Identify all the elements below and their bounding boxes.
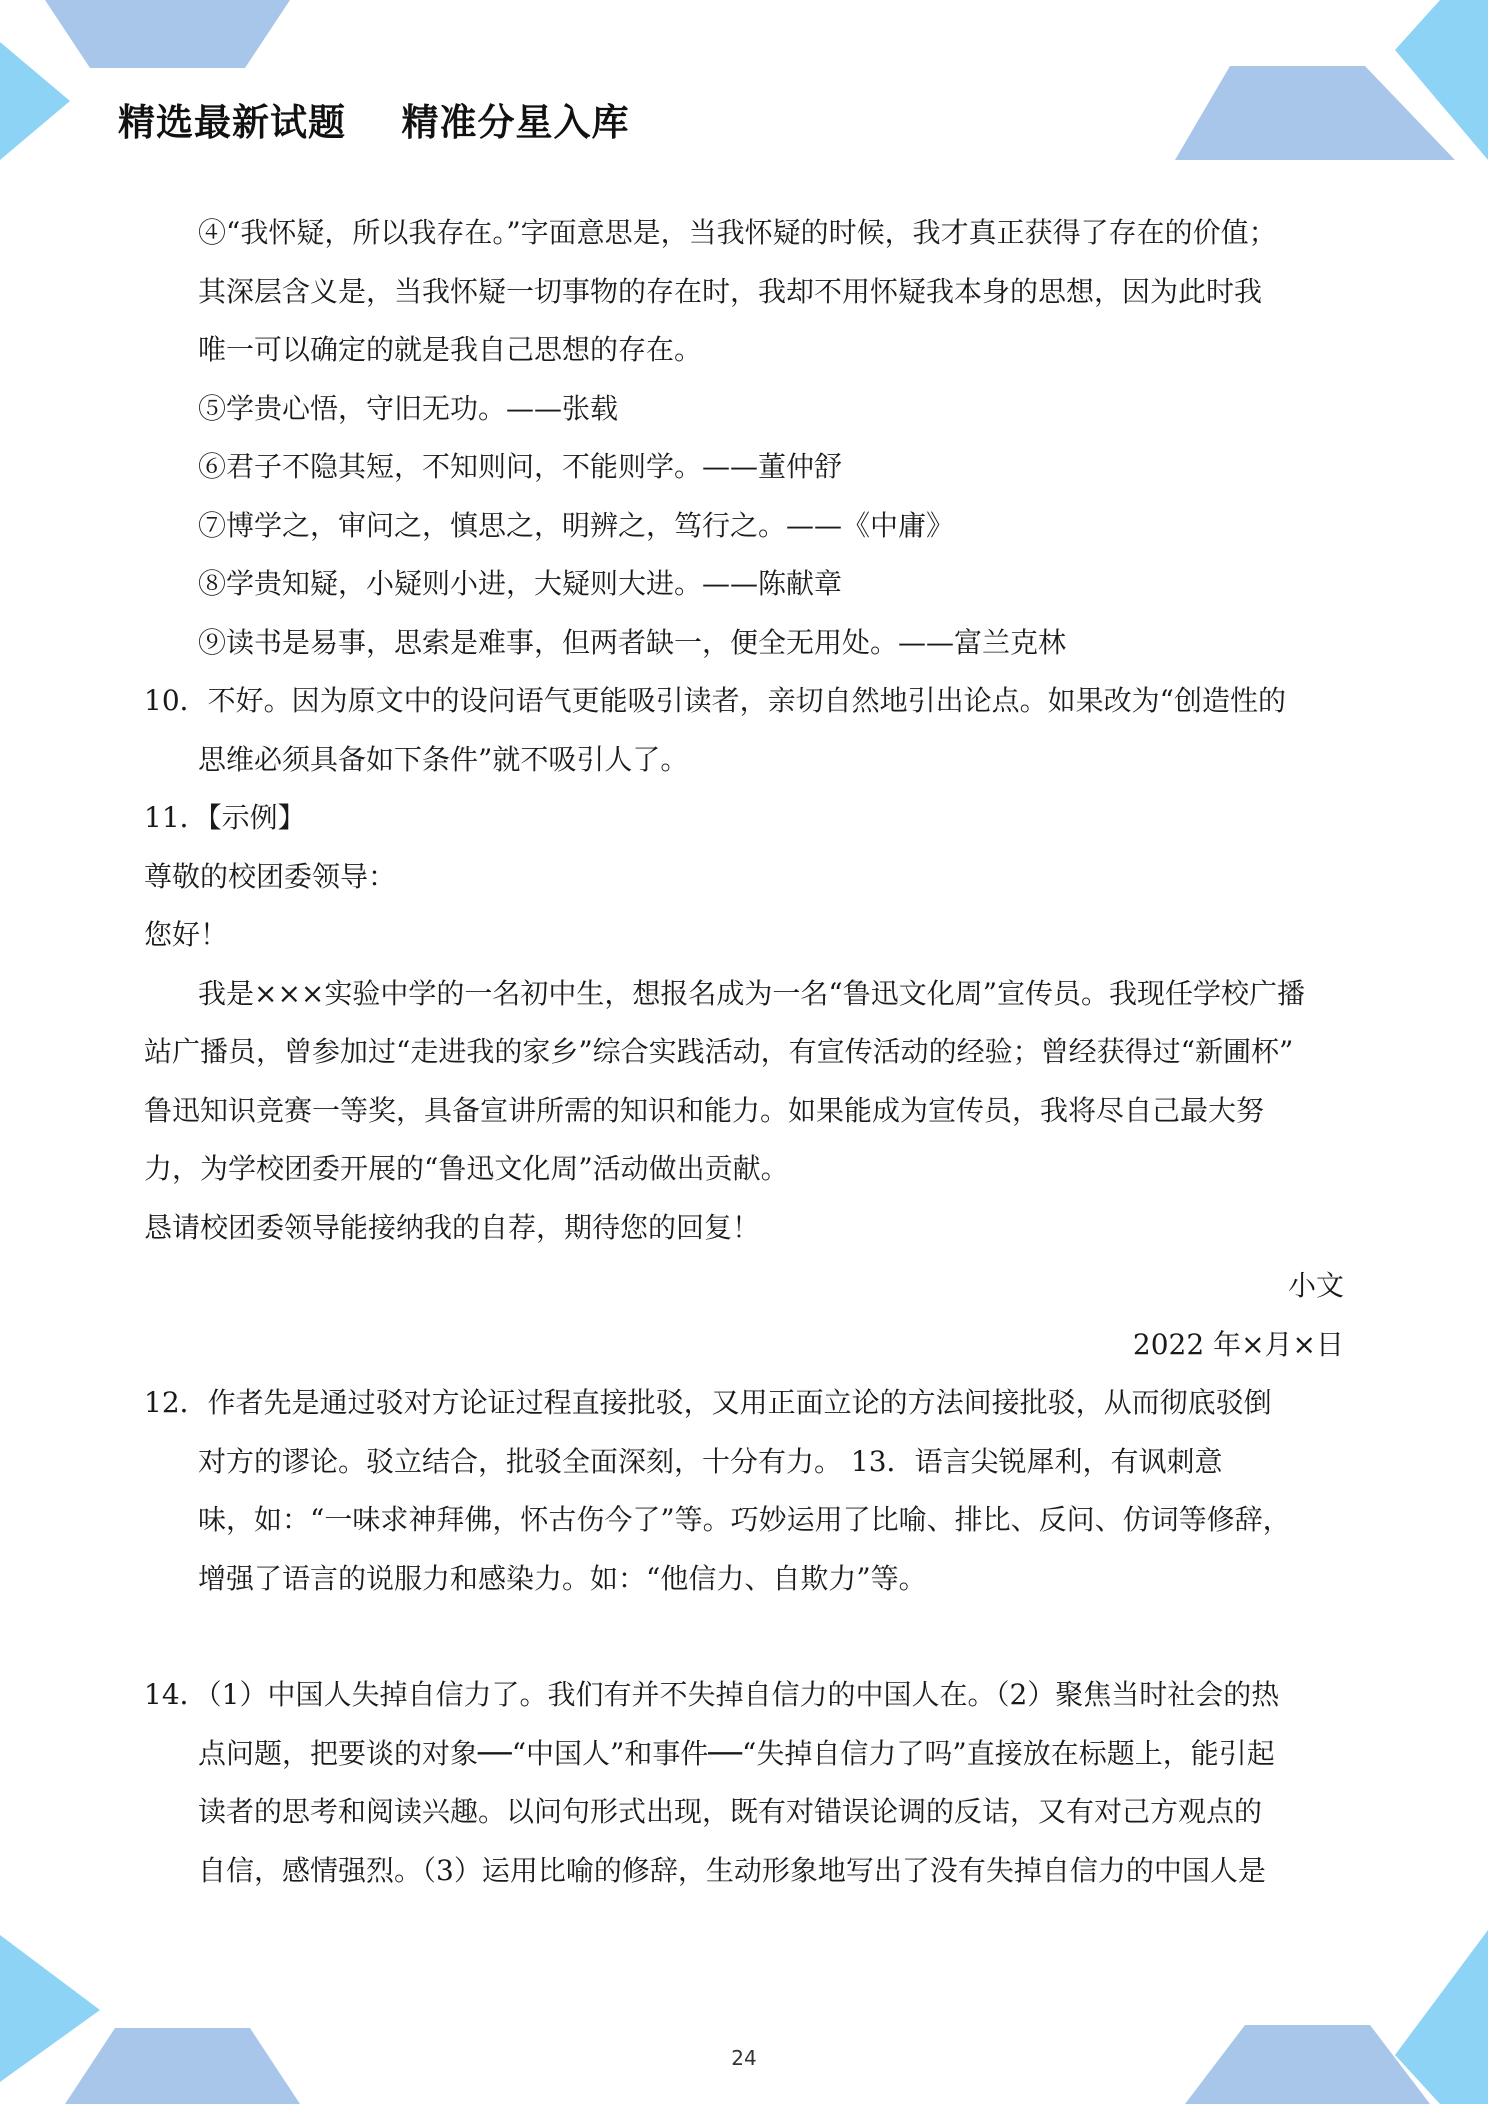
document-body [144, 204, 1344, 1900]
text-line: 其深层含义是，当我怀疑一切事物的存在时，我却不用怀疑我本身的思想，因为此时我 [198, 274, 1263, 308]
page-number: 24 [731, 2046, 757, 2070]
text-line: ⑧学贵知疑，小疑则小进，大疑则大进。——陈献章 [198, 567, 843, 600]
text-line: 对方的谬论。驳立结合，批驳全面深刻，十分有力。 13．语言尖锐犀利，有讽刺意 [198, 1444, 1223, 1478]
letter-closing: 恳请校团委领导能接纳我的自荐，期待您的回复！ [144, 1210, 761, 1244]
answer-12-line: 12．作者先是通过驳对方论证过程直接批驳，又用正面立论的方法间接批驳，从而彻底驳倒 [144, 1386, 1272, 1419]
letter-body-line: 我是×××实验中学的一名初中生，想报名成为一名“鲁迅文化周”宣传员。我现任学校广播 [198, 976, 1306, 1010]
text-line: 增强了语言的说服力和感染力。如：“他信力、自欺力”等。 [198, 1561, 927, 1595]
text-line: ④“我怀疑，所以我存在。”字面意思是，当我怀疑的时候，我才真正获得了存在的价值； [198, 216, 1277, 249]
text-line: 点问题，把要谈的对象──“中国人”和事件──“失掉自信力了吗”直接放在标题上，能引起 [198, 1736, 1275, 1770]
top-left-trapezoid [45, 0, 290, 68]
letter-body-line: 鲁迅知识竞赛一等奖，具备宣讲所需的知识和能力。如果能成为宣传员，我将尽自己最大努 [144, 1093, 1265, 1127]
text-line: ⑨读书是易事，思索是难事，但两者缺一，便全无用处。——富兰克林 [198, 625, 1067, 659]
letter-salutation: 尊敬的校团委领导： [144, 859, 397, 893]
text-line: 读者的思考和阅读兴趣。以问句形式出现，既有对错误论调的反诘，又有对己方观点的 [198, 1795, 1263, 1828]
text-line: ⑥君子不隐其短，不知则问，不能则学。——董仲舒 [198, 450, 843, 483]
spacer [144, 1608, 1344, 1666]
text-line: 唯一可以确定的就是我自己思想的存在。 [198, 333, 703, 366]
text-line: 味，如：“一味求神拜佛，怀古伤今了”等。巧妙运用了比喻、排比、反问、仿词等修辞， [198, 1503, 1291, 1536]
letter-body-line: 站广播员，曾参加过“走进我的家乡”综合实践活动，有宣传活动的经验；曾经获得过“新圃杯” [144, 1035, 1294, 1068]
header-title: 精选最新试题 精准分星入库 [118, 101, 630, 144]
text-line: 思维必须具备如下条件”就不吸引人了。 [198, 742, 689, 776]
answer-14-line: 14．（1）中国人失掉自信力了。我们有并不失掉自信力的中国人在。（2）聚焦当时社会的热 [144, 1678, 1280, 1711]
answer-10-line: 10．不好。因为原文中的设问语气更能吸引读者，亲切自然地引出论点。如果改为“创造性的 [144, 684, 1286, 717]
letter-signature: 小文 [1287, 1269, 1344, 1302]
top-left-triangle [0, 42, 70, 160]
letter-date: 2022 年×月×日 [1132, 1327, 1344, 1361]
answer-11-heading: 11．【示例】 [144, 801, 306, 834]
letter-body-line: 力，为学校团委开展的“鲁迅文化周”活动做出贡献。 [144, 1152, 789, 1185]
text-line: ⑤学贵心悟，守旧无功。——张载 [198, 391, 619, 425]
top-right-trapezoid [1175, 66, 1455, 160]
text-line: 自信，感情强烈。（3）运用比喻的修辞，生动形象地写出了没有失掉自信力的中国人是 [198, 1853, 1266, 1887]
text-line: ⑦博学之，审问之，慎思之，明辨之，笃行之。——《中庸》 [198, 508, 955, 542]
letter-greeting: 您好！ [144, 918, 229, 951]
